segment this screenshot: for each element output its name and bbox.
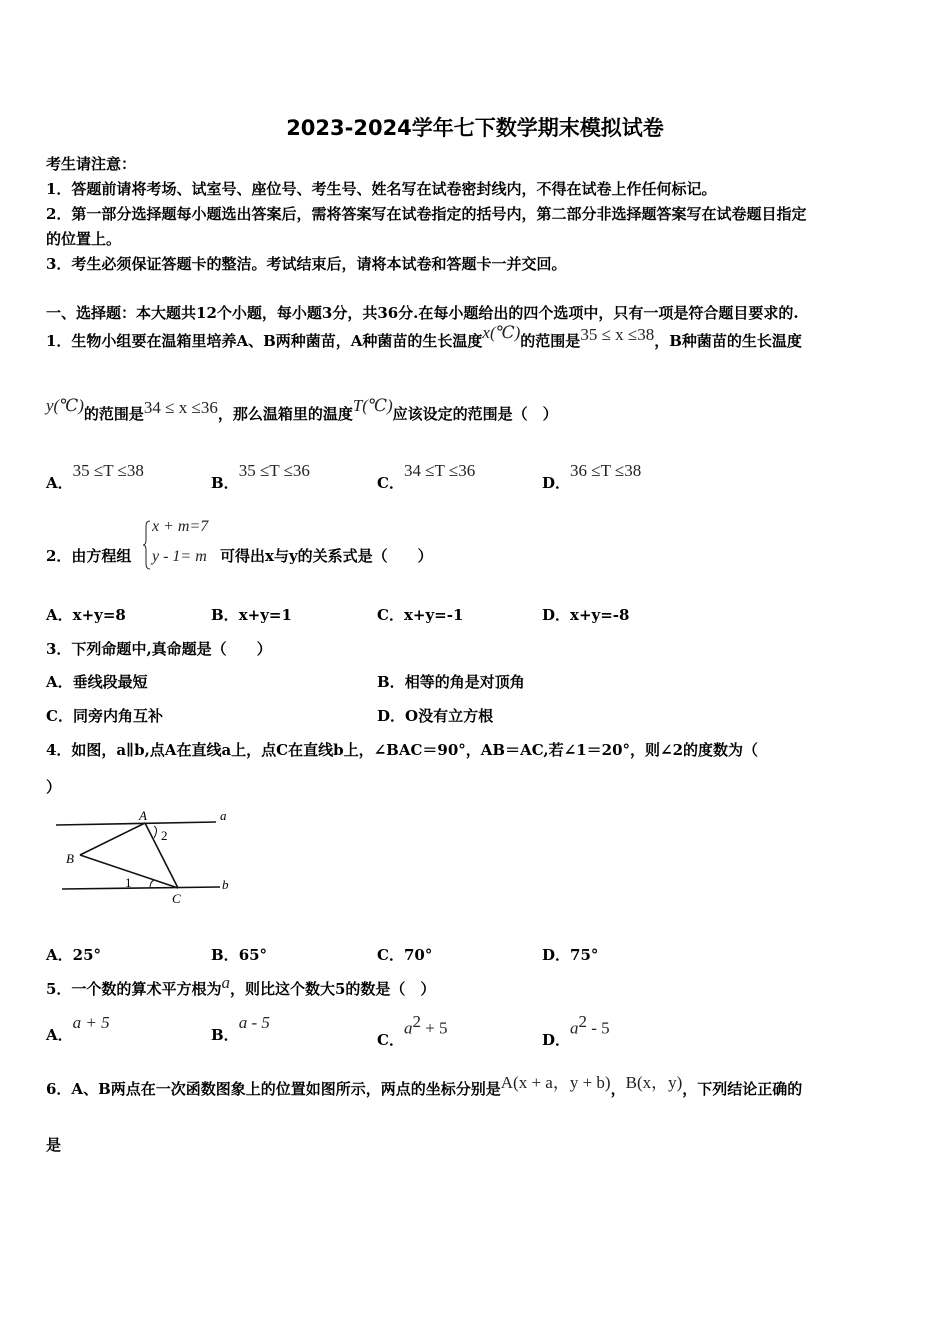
q2-equation-1: x + m=7 xyxy=(152,518,209,535)
notice-line-3: 3．考生必须保证答题卡的整洁。考试结束后，请将本试卷和答题卡一并交回。 xyxy=(46,255,567,273)
option-label: B． xyxy=(211,474,239,492)
option-value: x+y=-8 xyxy=(570,606,630,624)
option-label: D． xyxy=(377,707,406,725)
q1-option-b[interactable] xyxy=(211,460,310,492)
question-2-text-2: 可得出x与y的关系式是（ ） xyxy=(220,547,433,565)
option-value: 34 ≤T ≤36 xyxy=(403,461,476,480)
q5-math-a: a xyxy=(221,973,230,992)
notice-line-2-cont: 的位置上。 xyxy=(46,230,122,248)
question-2-text: 2．由方程组 xyxy=(46,547,132,565)
label-A: A xyxy=(139,808,147,823)
q6-point-A: A(x + a，y + b) xyxy=(500,1073,611,1092)
line-a xyxy=(56,822,216,825)
option-base: a xyxy=(570,1018,579,1038)
label-b: b xyxy=(222,877,229,892)
option-value: a - 5 xyxy=(238,1013,270,1032)
question-6-line xyxy=(46,1074,802,1099)
option-label: B． xyxy=(211,1026,239,1044)
q6-text: ，下列结论正确的 xyxy=(682,1080,803,1098)
notice-line-1: 1．答题前请将考场、试室号、座位号、考生号、姓名写在试卷密封线内，不得在试卷上作任何标记。 xyxy=(46,180,717,198)
option-label: A． xyxy=(46,673,73,691)
option-value: x+y=-1 xyxy=(403,606,464,624)
q1-text: ，B种菌苗的生长温度 xyxy=(654,332,802,350)
section-heading: 一、选择题：本大题共12个小题，每小题3分，共36分.在每小题给出的四个选项中，只有一项是符合题目要求的. xyxy=(46,304,799,322)
option-label: B． xyxy=(211,946,239,964)
option-label: A． xyxy=(46,1026,73,1044)
q5-option-a[interactable] xyxy=(46,1012,110,1044)
option-label: D． xyxy=(542,474,571,492)
q1-text: ，那么温箱里的温度 xyxy=(217,405,353,423)
question-4-text: 4．如图，a∥b,点A在直线a上，点C在直线b上，∠BAC＝90°，AB＝AC,若∠1＝20°，则∠2的度数为（ xyxy=(46,741,759,759)
question-3-text: 3．下列命题中,真命题是（ ） xyxy=(46,640,272,658)
notice-line-2: 2．第一部分选择题每小题选出答案后，需将答案写在试卷指定的括号内，第二部分非选择题答案写在试卷题目指定 xyxy=(46,205,807,223)
angle-2-label: 2 xyxy=(161,828,168,843)
option-value: a + 5 xyxy=(72,1013,110,1032)
q3-option-d[interactable] xyxy=(377,705,493,726)
option-value: O没有立方根 xyxy=(405,707,494,725)
option-label: C． xyxy=(377,474,404,492)
option-value: 垂线段最短 xyxy=(72,673,148,691)
q4-option-a[interactable] xyxy=(46,944,101,965)
q1-text: 应该设定的范围是（ ） xyxy=(392,405,558,423)
option-label: B． xyxy=(211,606,239,624)
angle-1-arc xyxy=(150,880,154,888)
q1-option-d[interactable] xyxy=(542,460,642,492)
option-rest: - 5 xyxy=(587,1018,610,1038)
question-1-line-2 xyxy=(46,396,558,424)
q1-math-x: x(℃) xyxy=(482,323,521,342)
q5-text: 5．一个数的算术平方根为 xyxy=(46,980,222,998)
q1-option-c[interactable] xyxy=(377,460,476,492)
q1-math-T: T(℃) xyxy=(352,396,393,415)
q4-option-b[interactable] xyxy=(211,944,267,965)
q4-option-c[interactable] xyxy=(377,944,432,965)
q5-text: ，则比这个数大5的数是（ ） xyxy=(229,980,436,998)
option-value: x+y=8 xyxy=(72,606,126,624)
q1-text: 的范围是 xyxy=(83,405,144,423)
q2-option-c[interactable] xyxy=(377,604,463,625)
option-value: 35 ≤T ≤36 xyxy=(238,461,310,480)
q5-option-d[interactable] xyxy=(542,1012,610,1050)
q6-text: 6．A、B两点在一次函数图象上的位置如图所示，两点的坐标分别是 xyxy=(46,1080,501,1098)
option-value: 75° xyxy=(570,946,599,964)
line-b xyxy=(62,887,220,889)
question-1-line-1 xyxy=(46,323,802,351)
option-label: C． xyxy=(46,707,73,725)
option-value: 25° xyxy=(72,946,102,964)
option-label: A． xyxy=(46,474,73,492)
option-rest: + 5 xyxy=(420,1018,448,1038)
notice-heading: 考生请注意： xyxy=(46,155,137,173)
option-value: 相等的角是对顶角 xyxy=(404,673,525,691)
option-value: 70° xyxy=(403,946,433,964)
q2-equation-2: y - 1= m xyxy=(152,548,207,565)
q2-option-a[interactable] xyxy=(46,604,126,625)
q1-math-range-b: 34 ≤ x ≤36 xyxy=(143,398,218,417)
page-title: 2023-2024学年七下数学期末模拟试卷 xyxy=(286,116,664,140)
option-label: D． xyxy=(542,606,571,624)
question-6-text-cont: 是 xyxy=(46,1136,62,1154)
option-value: 35 ≤T ≤38 xyxy=(72,461,144,480)
option-value: x+y=1 xyxy=(238,606,292,624)
option-exponent: 2 xyxy=(412,1012,421,1031)
q3-option-a[interactable] xyxy=(46,671,148,692)
option-label: C． xyxy=(377,1031,404,1050)
label-C: C xyxy=(172,891,181,905)
question-5-line xyxy=(46,973,436,999)
q1-math-y: y(℃) xyxy=(46,396,84,415)
option-label: B． xyxy=(377,673,405,691)
option-base: a xyxy=(403,1018,413,1038)
q1-text: 1．生物小组要在温箱里培养A、B两种菌苗，A种菌苗的生长温度 xyxy=(46,332,483,350)
q2-option-d[interactable] xyxy=(542,604,629,625)
option-value: 同旁内角互补 xyxy=(72,707,163,725)
label-B: B xyxy=(66,851,74,866)
option-label: A． xyxy=(46,946,73,964)
q5-option-c[interactable] xyxy=(377,1012,448,1050)
option-label: D． xyxy=(542,1031,571,1050)
option-exponent: 2 xyxy=(578,1012,588,1031)
option-label: D． xyxy=(542,946,571,964)
q4-figure xyxy=(50,805,240,905)
q6-separator: ， xyxy=(610,1080,626,1098)
q1-option-a[interactable] xyxy=(46,460,144,492)
option-label: C． xyxy=(377,946,404,964)
angle-1-label: 1 xyxy=(125,875,132,890)
q1-math-range-a: 35 ≤ x ≤38 xyxy=(580,325,655,344)
option-value: 65° xyxy=(238,946,268,964)
option-label: A． xyxy=(46,606,73,624)
label-a: a xyxy=(220,808,227,823)
angle-2-arc xyxy=(154,826,157,838)
q2-option-b[interactable] xyxy=(211,604,292,625)
q4-option-d[interactable] xyxy=(542,944,598,965)
q3-option-b[interactable] xyxy=(377,671,525,692)
brace-symbol xyxy=(143,520,151,570)
question-4-text-cont: ） xyxy=(46,778,62,796)
option-label: C． xyxy=(377,606,404,624)
q1-text: 的范围是 xyxy=(520,332,581,350)
segment-AB xyxy=(80,823,145,855)
q6-point-B: B(x，y) xyxy=(625,1073,683,1092)
q3-option-c[interactable] xyxy=(46,705,163,726)
option-value: 36 ≤T ≤38 xyxy=(570,461,642,480)
q5-option-b[interactable] xyxy=(211,1012,270,1044)
